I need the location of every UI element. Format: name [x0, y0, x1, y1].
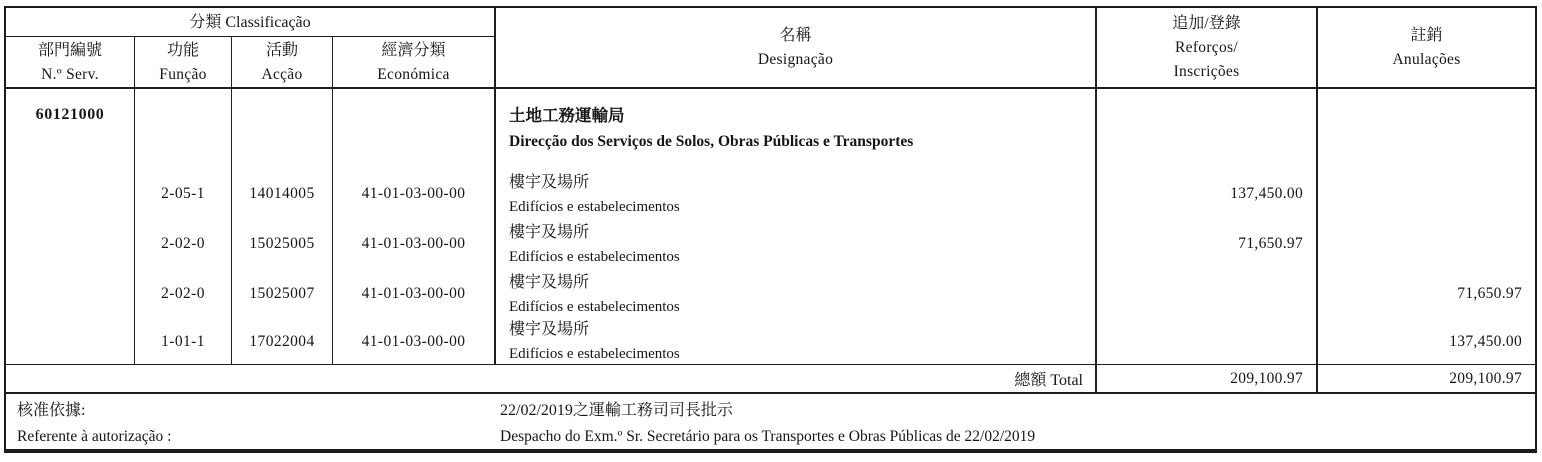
- func-code: 1-01-1: [161, 332, 205, 350]
- action-code-cell: [232, 169, 333, 219]
- func-code: 2-02-0: [161, 285, 205, 302]
- action-code-cell: [232, 269, 333, 319]
- cancellation-amount-cell: [1318, 269, 1535, 319]
- header-reinforcements-pt1: Reforços/: [1175, 39, 1238, 56]
- econ-code-cell: [333, 319, 496, 364]
- header-action-zh: 活動: [265, 41, 298, 59]
- func-code-cell: [135, 169, 232, 219]
- designation-pt: Edifícios e estabelecimentos: [509, 248, 680, 265]
- designation-cell: [496, 169, 1097, 219]
- header-dept-number: [6, 37, 135, 89]
- header-economic-pt: Económica: [377, 65, 450, 83]
- header-dept-zh: 部門編號: [37, 41, 102, 59]
- authorization-footer: [6, 392, 1535, 449]
- header-action-pt: Acção: [261, 65, 303, 83]
- reinforcement-amount-cell: [1097, 269, 1318, 319]
- designation-cell: [496, 269, 1097, 319]
- table-row-cell: [6, 319, 135, 364]
- cancellation-amount: [1318, 169, 1535, 219]
- cancellation-amount-cell: [1318, 169, 1535, 219]
- func-code: 2-02-0: [161, 235, 205, 252]
- econ-code-cell: [333, 269, 496, 319]
- reinforcement-amount: [1097, 319, 1316, 364]
- econ-code: 41-01-03-00-00: [361, 285, 466, 302]
- header-function-zh: 功能: [166, 41, 199, 59]
- table-row-cell: [6, 169, 135, 219]
- empty-cell: [1097, 89, 1318, 169]
- designation-zh: 樓宇及場所: [509, 223, 590, 241]
- header-classification: [6, 8, 496, 37]
- total-label: 總額 Total: [1014, 372, 1083, 389]
- action-code: 14014005: [249, 185, 315, 202]
- header-function: [135, 37, 232, 89]
- authorization-reference-zh: 22/02/2019之運輸工務司司長批示: [500, 402, 733, 419]
- designation-pt: Edifícios e estabelecimentos: [509, 298, 680, 315]
- action-code-cell: [232, 319, 333, 364]
- header-reinforcements-pt2: Inscrições: [1173, 63, 1240, 80]
- cancellation-amount: [1318, 219, 1535, 269]
- authorization-reference-pt: Despacho do Exm.º Sr. Secretário para os Transportes e Obras Públicas de 22/02/2019: [500, 428, 1036, 445]
- table-row-cell: [6, 269, 135, 319]
- header-reinforcements-zh: 追加/登錄: [1172, 15, 1241, 32]
- cancellation-amount: 137,450.00: [1449, 332, 1522, 350]
- total-label-cell: [6, 364, 1097, 392]
- designation-pt: Edifícios e estabelecimentos: [509, 346, 680, 362]
- authorization-label-zh: 核准依據:: [17, 402, 86, 419]
- econ-code: 41-01-03-00-00: [361, 235, 466, 252]
- empty-cell: [135, 89, 232, 169]
- reinforcement-amount: 71,650.97: [1238, 235, 1303, 252]
- header-economic: [333, 37, 496, 89]
- func-code: 2-05-1: [161, 185, 205, 202]
- designation-pt: Edifícios e estabelecimentos: [509, 198, 680, 215]
- action-code: 15025007: [249, 285, 315, 302]
- header-classification-label: 分類 Classificação: [189, 13, 311, 31]
- dept-code: 60121000: [35, 106, 105, 123]
- dept-name-cell: [496, 89, 1097, 169]
- reinforcement-amount-cell: [1097, 169, 1318, 219]
- reinforcement-amount: 137,450.00: [1230, 185, 1303, 202]
- header-function-pt: Função: [159, 65, 207, 83]
- cancellation-amount: 71,650.97: [1457, 285, 1522, 302]
- action-code-cell: [232, 219, 333, 269]
- header-designation-pt: Designação: [757, 51, 834, 68]
- header-economic-zh: 經濟分類: [381, 41, 446, 59]
- authorization-labels: [17, 397, 171, 450]
- designation-cell: [496, 319, 1097, 364]
- authorization-label-pt: Referente à autorização :: [17, 428, 172, 445]
- dept-name-pt: Direcção dos Serviços de Solos, Obras Públicas e Transportes: [509, 133, 914, 150]
- designation-cell: [496, 219, 1097, 269]
- designation-zh: 樓宇及場所: [509, 273, 590, 291]
- reinforcement-amount: [1097, 269, 1316, 319]
- header-dept-pt: N.º Serv.: [41, 65, 99, 83]
- dept-name-zh: 土地工務運輸局: [509, 106, 625, 125]
- cancellation-amount-cell: [1318, 319, 1535, 364]
- header-cancellations: [1318, 8, 1535, 89]
- header-reinforcements: [1097, 8, 1318, 89]
- designation-zh: 樓宇及場所: [509, 321, 590, 338]
- action-code: 17022004: [249, 332, 315, 350]
- empty-cell: [232, 89, 333, 169]
- func-code-cell: [135, 219, 232, 269]
- econ-code: 41-01-03-00-00: [361, 185, 466, 202]
- func-code-cell: [135, 319, 232, 364]
- header-cancellations-pt: Anulações: [1392, 51, 1461, 68]
- total-cancellations: 209,100.97: [1449, 369, 1522, 387]
- reinforcement-amount-cell: [1097, 319, 1318, 364]
- total-reinforcements: 209,100.97: [1230, 369, 1303, 387]
- empty-cell: [1318, 89, 1535, 169]
- empty-cell: [333, 89, 496, 169]
- total-cancellations-cell: [1318, 364, 1535, 392]
- table-row-cell: [6, 219, 135, 269]
- action-code: 15025005: [249, 235, 315, 252]
- header-designation-zh: 名稱: [779, 27, 812, 44]
- header-action: [232, 37, 333, 89]
- econ-code-cell: [333, 169, 496, 219]
- dept-code-cell: [6, 89, 135, 169]
- budget-table: [4, 6, 1537, 453]
- econ-code: 41-01-03-00-00: [361, 332, 466, 350]
- total-reinforcements-cell: [1097, 364, 1318, 392]
- cancellation-amount-cell: [1318, 219, 1535, 269]
- func-code-cell: [135, 269, 232, 319]
- reinforcement-amount-cell: [1097, 219, 1318, 269]
- econ-code-cell: [333, 219, 496, 269]
- authorization-reference: [500, 397, 1035, 450]
- header-cancellations-zh: 註銷: [1410, 27, 1443, 44]
- header-designation: [496, 8, 1097, 89]
- designation-zh: 樓宇及場所: [509, 173, 590, 191]
